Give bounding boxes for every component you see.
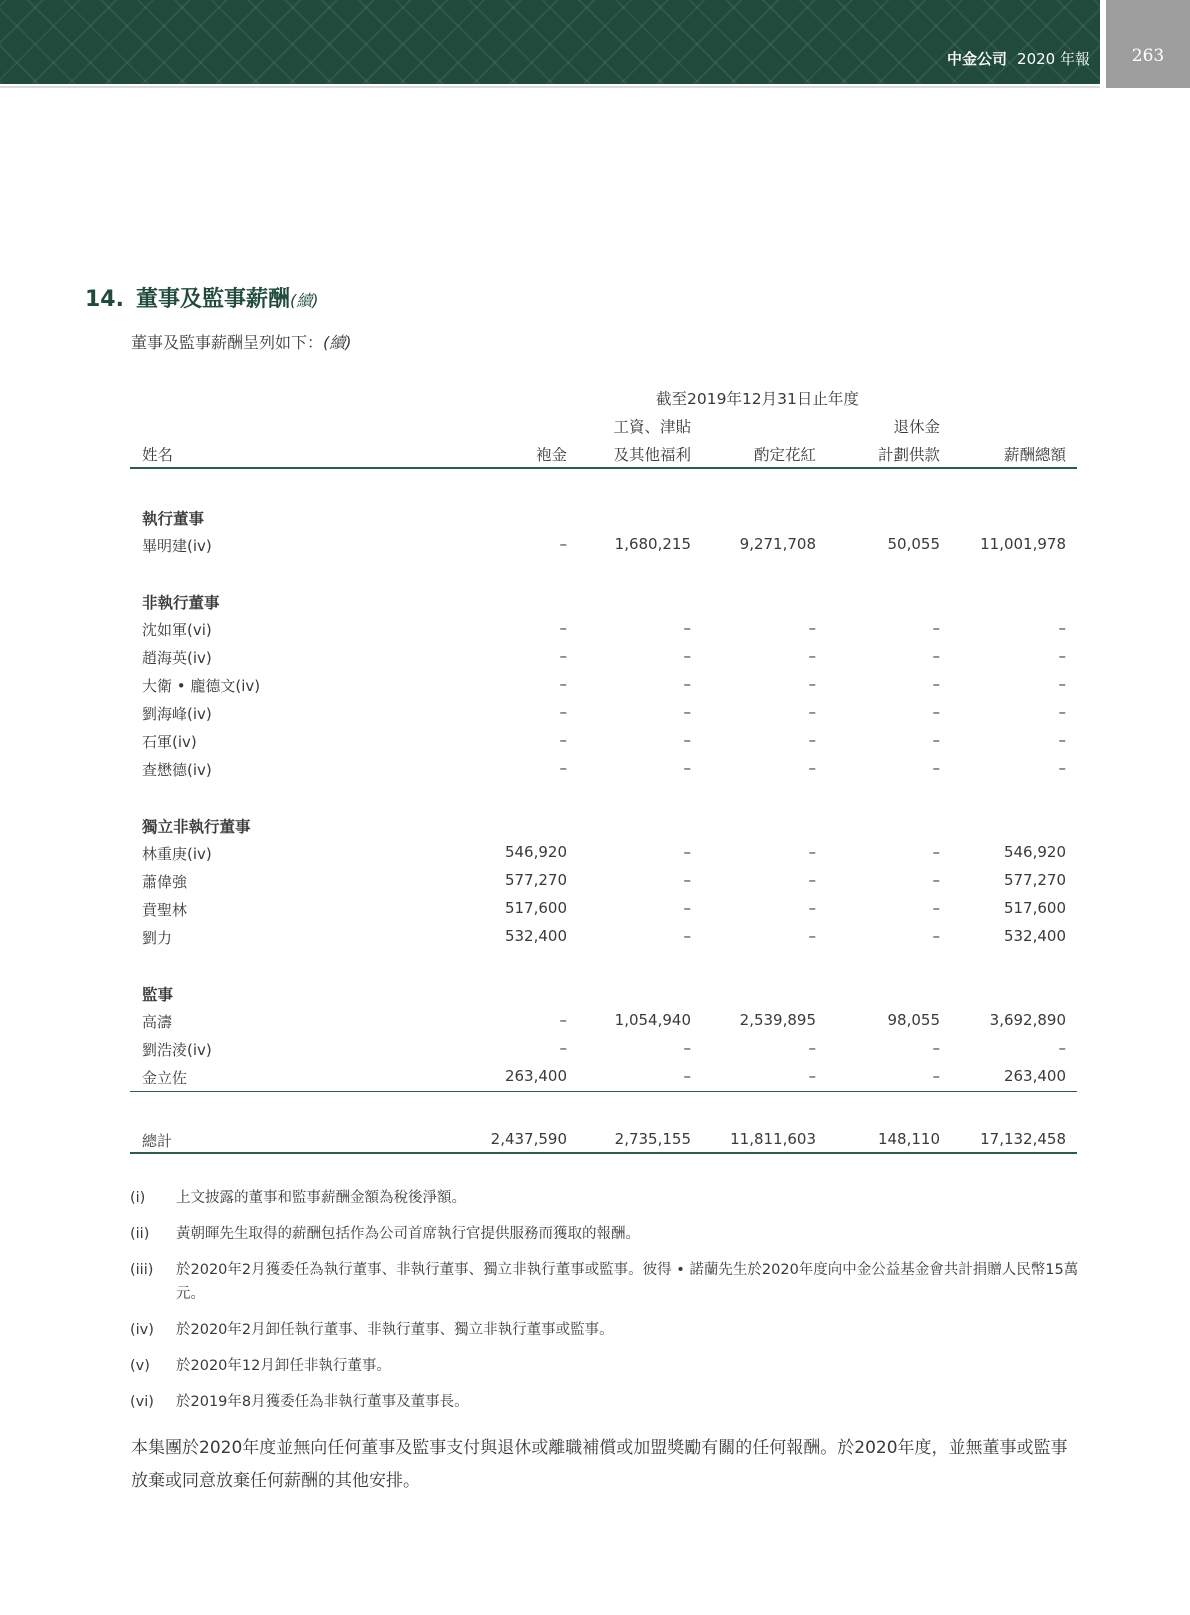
row-pension: – [932,871,940,889]
row-total: 532,400 [1003,927,1066,945]
row-total: – [1058,759,1066,777]
row-name: 石軍(iv) [142,733,197,751]
intro-continued: (續) [323,333,352,352]
footnote-marker: (i) [130,1190,146,1206]
row-pension: – [932,843,940,861]
row-bonus: – [808,1039,816,1057]
header-name: 姓名 [142,446,174,464]
row-pension: 98,055 [887,1011,940,1029]
row-fees: – [559,1039,567,1057]
row-name: 劉海峰(iv) [142,705,212,723]
section-continued: (續) [290,291,319,310]
row-fees: 532,400 [504,927,567,945]
row-fees: 517,600 [504,899,567,917]
total-total: 17,132,458 [980,1130,1066,1148]
table-row [0,871,1190,893]
row-bonus: – [808,871,816,889]
footnote-text: 於2020年2月獲委任為執行董事、非執行董事、獨立非執行董事或監事。彼得 • 諾蘭先生於2020年度向中金公益基金會共計捐贈人民幣15萬元。 [176,1262,1079,1302]
intro-text-main: 董事及監事薪酬呈列如下： [131,333,324,352]
row-fees: – [559,535,567,553]
row-bonus: 9,271,708 [739,535,816,553]
row-fees: 577,270 [504,871,567,889]
row-total: 263,400 [1003,1067,1066,1085]
group-label: 監事 [142,986,174,1004]
row-salaries: – [683,871,691,889]
table-row [0,843,1190,865]
header-salaries-line1: 工資、津貼 [613,418,691,436]
footnote-marker: (iv) [130,1322,154,1338]
row-salaries: – [683,927,691,945]
footnote-text: 上文披露的董事和監事薪酬金額為稅後淨額。 [176,1190,466,1206]
row-pension: – [932,703,940,721]
footnote-text: 黃朝暉先生取得的薪酬包括作為公司首席執行官提供服務而獲取的報酬。 [176,1226,640,1242]
footnote-text: 於2020年2月卸任執行董事、非執行董事、獨立非執行董事或監事。 [176,1322,614,1338]
row-pension: – [932,1067,940,1085]
row-name: 金立佐 [142,1069,188,1087]
row-bonus: – [808,759,816,777]
table-row [0,619,1190,641]
intro-text [131,330,352,353]
header-salaries-line2: 及其他福利 [613,446,691,464]
row-salaries: – [683,703,691,721]
row-total: 11,001,978 [980,535,1066,553]
company-name: 中金公司 [947,50,1008,68]
table-row [0,759,1190,781]
row-total: – [1058,675,1066,693]
row-total: 577,270 [1003,871,1066,889]
row-fees: – [559,619,567,637]
table-row [0,647,1190,669]
row-salaries: – [683,843,691,861]
header-pension-line2: 計劃供款 [877,446,940,464]
row-salaries: – [683,1067,691,1085]
footnote-marker: (vi) [130,1394,154,1410]
group-label: 獨立非執行董事 [142,818,251,836]
row-total: – [1058,1039,1066,1057]
row-name: 賁聖林 [142,901,188,919]
row-name: 畢明建(iv) [142,537,212,555]
row-salaries: 1,054,940 [614,1011,691,1029]
table-row [0,1011,1190,1033]
footnote-text: 於2019年8月獲委任為非執行董事及董事長。 [176,1394,469,1410]
total-row [0,1130,1190,1152]
closing-paragraph: 本集團於2020年度並無向任何董事及監事支付與退休或離職補償或加盟獎勵有關的任何報酬。於2020年度，並無董事或監事放棄或同意放棄任何薪酬的其他安排。 [131,1438,1068,1491]
total-bonus: 11,811,603 [730,1130,816,1148]
table-row [0,1039,1190,1061]
footnote-marker: (iii) [130,1262,154,1278]
table-row [0,731,1190,753]
total-fees: 2,437,590 [490,1130,567,1148]
row-fees: – [559,1011,567,1029]
table-row [0,927,1190,949]
row-name: 沈如軍(vi) [142,621,212,639]
row-fees: 263,400 [504,1067,567,1085]
row-salaries: – [683,1039,691,1057]
row-pension: – [932,927,940,945]
row-fees: – [559,647,567,665]
table-row [0,675,1190,697]
row-salaries: 1,680,215 [614,535,691,553]
row-pension: – [932,1039,940,1057]
report-label [947,48,1090,69]
footnote-marker: (ii) [130,1226,150,1242]
row-bonus: – [808,1067,816,1085]
row-bonus: – [808,731,816,749]
group-label: 非執行董事 [142,594,220,612]
table-row [0,899,1190,921]
total-label: 總計 [142,1132,173,1150]
row-total: – [1058,619,1066,637]
page-number: 263 [1131,46,1165,66]
row-salaries: – [683,647,691,665]
row-total: – [1058,647,1066,665]
section-number: 14. [85,287,124,312]
table-row [0,703,1190,725]
section-title-text: 董事及監事薪酬 [135,287,290,312]
row-salaries: – [683,675,691,693]
row-total: – [1058,731,1066,749]
group-label: 執行董事 [142,510,205,528]
row-fees: 546,920 [504,843,567,861]
footnote-marker: (v) [130,1358,150,1374]
row-salaries: – [683,619,691,637]
row-name: 查懋德(iv) [142,761,212,779]
row-salaries: – [683,899,691,917]
row-bonus: – [808,647,816,665]
row-bonus: – [808,703,816,721]
row-pension: – [932,731,940,749]
row-pension: 50,055 [887,535,940,553]
row-pension: – [932,619,940,637]
row-name: 劉力 [142,929,173,947]
header-total: 薪酬總額 [1003,446,1066,464]
page-number-tab [1106,0,1190,88]
row-bonus: – [808,899,816,917]
row-bonus: – [808,927,816,945]
row-fees: – [559,759,567,777]
header-bonus: 酌定花紅 [753,446,816,464]
row-pension: – [932,647,940,665]
row-name: 劉浩淩(iv) [142,1041,212,1059]
row-pension: – [932,899,940,917]
header-divider [0,86,1100,88]
report-title: 2020 年報 [1017,50,1090,68]
row-total: 517,600 [1003,899,1066,917]
section-title [85,282,319,313]
total-pension: 148,110 [877,1130,940,1148]
table-period: 截至2019年12月31日止年度 [656,390,859,408]
row-bonus: 2,539,895 [739,1011,816,1029]
row-bonus: – [808,675,816,693]
subtotal-rule [130,1091,1077,1092]
header-pension-line1: 退休金 [893,418,940,436]
row-fees: – [559,675,567,693]
table-row [0,535,1190,557]
row-salaries: – [683,731,691,749]
row-total: – [1058,703,1066,721]
total-rule [130,1152,1077,1154]
header-pattern-banner [0,0,1100,84]
row-total: 3,692,890 [989,1011,1066,1029]
row-name: 林重庚(iv) [142,845,212,863]
row-total: 546,920 [1003,843,1066,861]
row-name: 高濤 [142,1013,173,1031]
row-fees: – [559,731,567,749]
header-rule [130,467,1077,469]
row-bonus: – [808,619,816,637]
row-name: 蕭偉強 [142,873,188,891]
total-salaries: 2,735,155 [614,1130,691,1148]
header-fees: 袍金 [535,446,567,464]
row-salaries: – [683,759,691,777]
row-bonus: – [808,843,816,861]
table-row [0,1067,1190,1089]
row-name: 大衛 • 龐德文(iv) [142,677,261,695]
row-fees: – [559,703,567,721]
row-pension: – [932,675,940,693]
row-name: 趙海英(iv) [142,649,212,667]
footnote-text: 於2020年12月卸任非執行董事。 [176,1358,391,1374]
row-pension: – [932,759,940,777]
